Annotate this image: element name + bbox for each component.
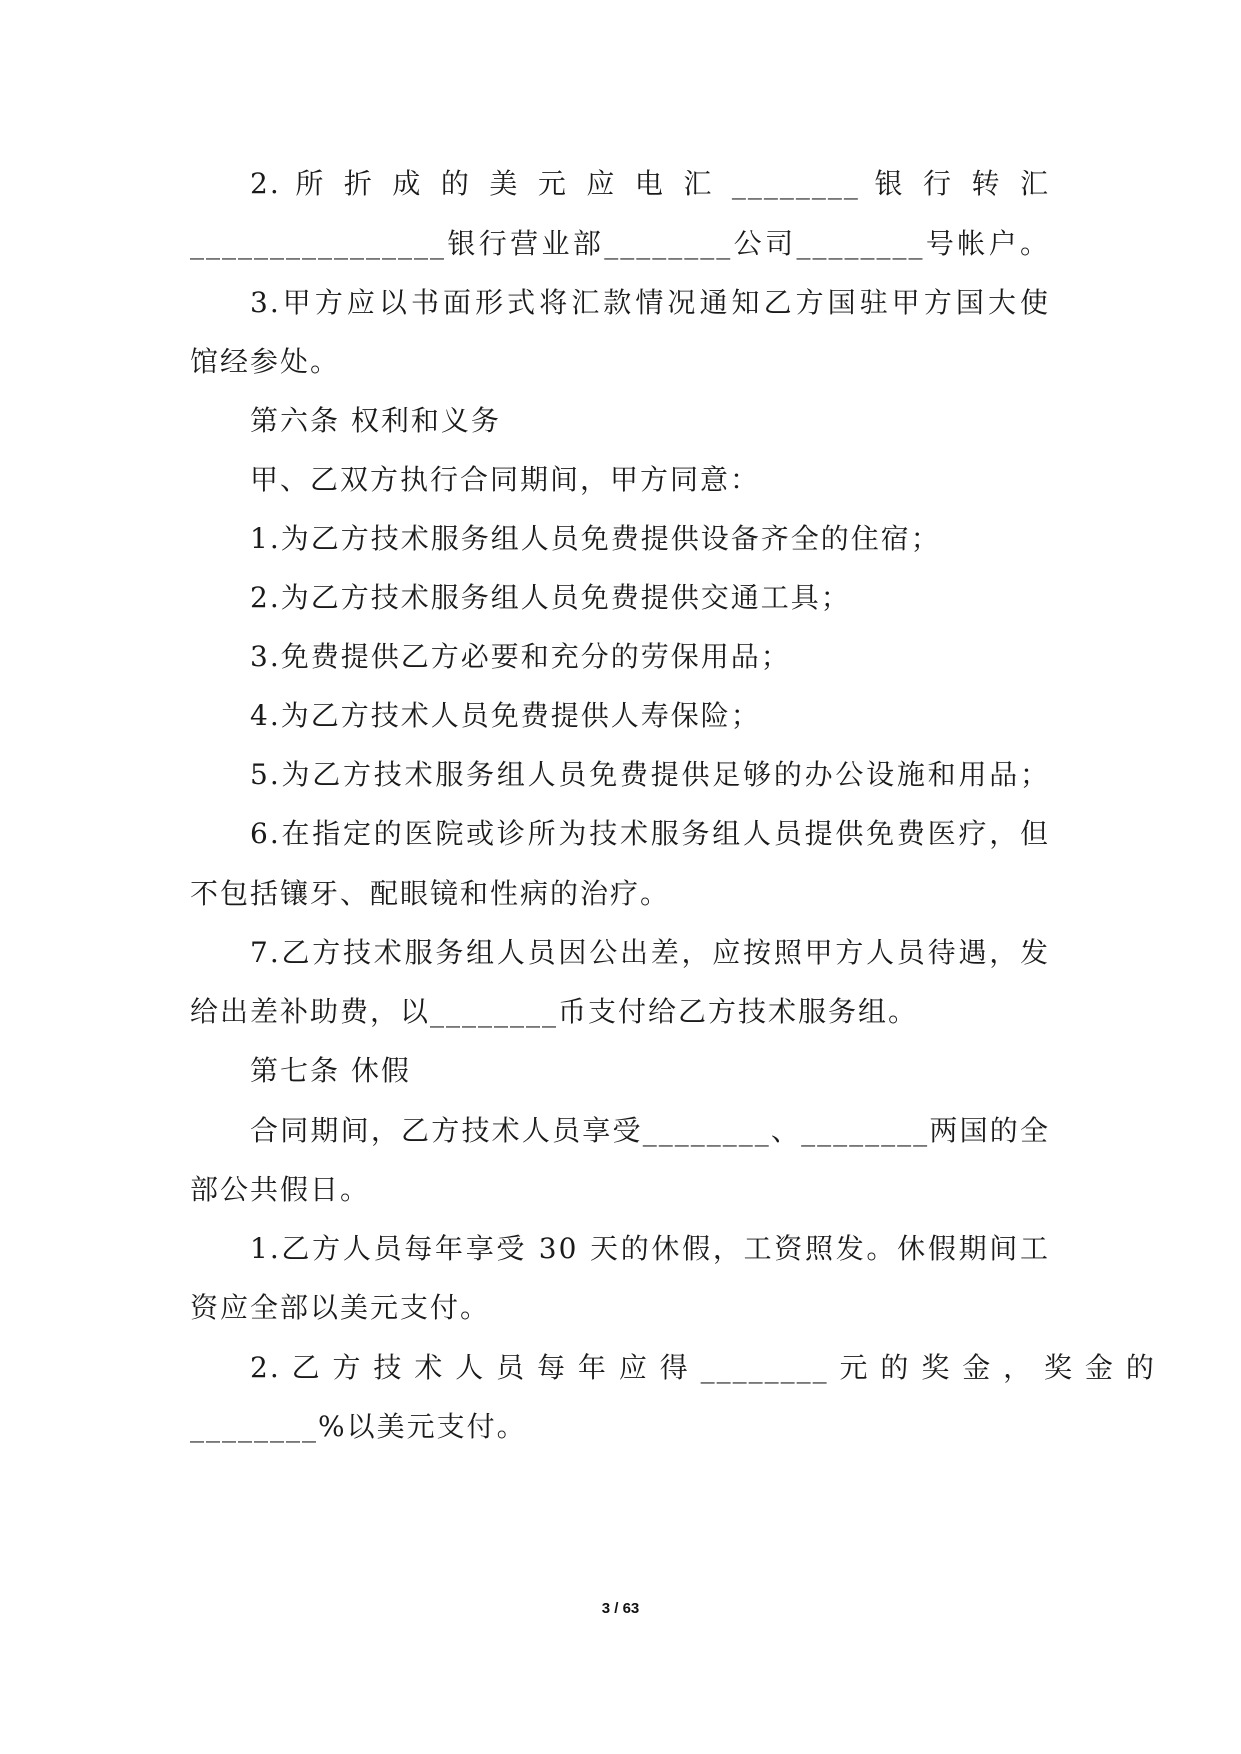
paragraph-line: ________%以美元支付。 [190,1410,527,1443]
list-item: 3.免费提供乙方必要和充分的劳保用品； [250,640,791,673]
paragraph-line: 给出差补助费，以________币支付给乙方技术服务组。 [190,995,919,1028]
list-item: 1.乙方人员每年享受 30 天的休假，工资照发。休假期间工 [250,1232,1050,1265]
list-item: 1.为乙方技术服务组人员免费提供设备齐全的住宿； [250,522,941,555]
paragraph-line: 资应全部以美元支付。 [190,1291,491,1324]
page-number: 3 / 63 [601,1600,640,1617]
list-item: 2.为乙方技术服务组人员免费提供交通工具； [250,581,851,614]
paragraph-line: 2. 所 折 成 的 美 元 应 电 汇 ________ 银 行 转 汇 [250,167,1050,200]
list-item: 5.为乙方技术服务组人员免费提供足够的办公设施和用品； [250,758,1050,791]
list-item: 4.为乙方技术人员免费提供人寿保险； [250,699,761,732]
section-heading: 第七条 休假 [250,1054,411,1087]
list-item: 7.乙方技术服务组人员因公出差，应按照甲方人员待遇，发 [250,936,1050,969]
section-heading: 第六条 权利和义务 [250,404,501,437]
paragraph-line: 部公共假日。 [190,1173,371,1206]
paragraph-line: 3.甲方应以书面形式将汇款情况通知乙方国驻甲方国大使 [250,286,1050,319]
paragraph-line: ________________银行营业部________公司________号帐户。 [190,227,1050,260]
paragraph-line: 合同期间，乙方技术人员享受________、________两国的全 [250,1114,1050,1147]
paragraph-line: 甲、乙双方执行合同期间，甲方同意： [250,463,761,496]
paragraph-line: 馆经参处。 [190,345,341,378]
list-item: 6.在指定的医院或诊所为技术服务组人员提供免费医疗，但 [250,817,1050,850]
list-item: 2. 乙 方 技 术 人 员 每 年 应 得 ________ 元 的 奖 金 ， 奖 金 的 [250,1351,1156,1384]
paragraph-line: 不包括镶牙、配眼镜和性病的治疗。 [190,877,671,910]
